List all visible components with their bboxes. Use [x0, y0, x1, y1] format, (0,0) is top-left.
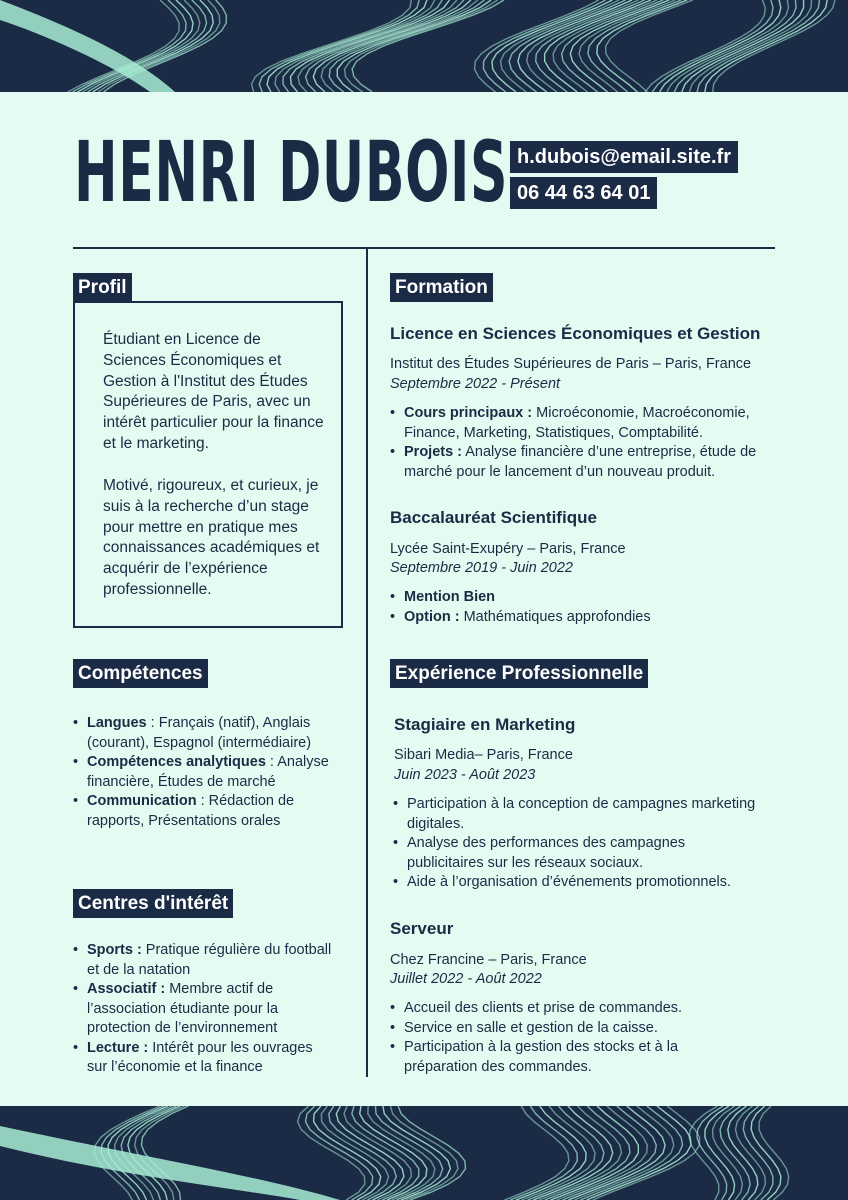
- experience-role: Serveur: [390, 919, 454, 938]
- list-item: • Langues : Français (natif), Anglais (courant), Espagnol (intermédiaire): [73, 714, 343, 753]
- education-dates: Septembre 2019 - Juin 2022: [390, 560, 573, 576]
- list-item: • Compétences analytiques : Analyse financière, Études de marché: [73, 753, 343, 792]
- section-title-interests: Centres d'intérêt: [73, 889, 233, 918]
- experience-dates: Juin 2023 - Août 2023: [394, 767, 536, 783]
- education-degree: Licence en Sciences Économiques et Gestion: [390, 324, 761, 343]
- profile-box: [73, 301, 343, 628]
- education-school: Institut des Études Supérieures de Paris – Paris, France: [390, 356, 752, 372]
- experience-dates: Juillet 2022 - Août 2022: [390, 971, 542, 987]
- list-item: • Lecture : Intérêt pour les ouvrages sur l’économie et la finance: [73, 1039, 333, 1078]
- education-school: Lycée Saint-Exupéry – Paris, France: [390, 541, 626, 557]
- list-item: • Participation à la conception de campagnes marketing digitales.: [393, 795, 763, 834]
- experience-role: Stagiaire en Marketing: [394, 715, 576, 734]
- list-item: • Projets : Analyse financière d’une entreprise, étude de marché pour le lancement d’un nouveau produit.: [390, 443, 775, 482]
- experience-company: Chez Francine – Paris, France: [390, 952, 587, 968]
- education-bullets: [390, 588, 775, 627]
- column-divider: [366, 247, 368, 1077]
- list-item: • Communication : Rédaction de rapports, Présentations orales: [73, 792, 343, 831]
- experience-bullets: [393, 795, 763, 893]
- list-item: • Cours principaux : Microéconomie, Macroéconomie, Finance, Marketing, Statistiques, Comptabilité.: [390, 404, 775, 443]
- list-item: • Mention Bien: [390, 588, 775, 608]
- top-wave-decoration: [0, 0, 848, 92]
- list-item: • Analyse des performances des campagnes publicitaires sur les réseaux sociaux.: [393, 834, 763, 873]
- experience-company: Sibari Media– Paris, France: [394, 747, 573, 763]
- profile-paragraph-2: Motivé, rigoureux, et curieux, je suis à la recherche d’un stage pour mettre en pratique mes connaissances académiques et acquérir de l’expérience professionnelle.: [103, 477, 320, 598]
- list-item: • Option : Mathématiques approfondies: [390, 608, 775, 628]
- bottom-wave-decoration: [0, 1106, 848, 1200]
- candidate-name: HENRI DUBOIS: [74, 123, 509, 221]
- phone-number[interactable]: 06 44 63 64 01: [510, 177, 657, 209]
- list-item: • Sports : Pratique régulière du football et de la natation: [73, 941, 333, 980]
- section-title-profile: Profil: [73, 273, 132, 302]
- section-title-experience: Expérience Professionnelle: [390, 659, 648, 688]
- skills-list: [73, 714, 343, 831]
- education-bullets: [390, 404, 775, 482]
- section-title-skills: Compétences: [73, 659, 208, 688]
- list-item: • Accueil des clients et prise de commandes.: [390, 999, 720, 1019]
- list-item: • Participation à la gestion des stocks et à la préparation des commandes.: [390, 1038, 720, 1077]
- header-divider: [73, 247, 775, 249]
- profile-paragraph-1: Étudiant en Licence de Sciences Économiques et Gestion à l'Institut des Études Supérieures de Paris, avec un intérêt particulier pour la finance et le marketing.: [103, 331, 324, 452]
- email-address[interactable]: h.dubois@email.site.fr: [510, 141, 738, 173]
- education-dates: Septembre 2022 - Présent: [390, 376, 561, 392]
- list-item: • Aide à l’organisation d’événements promotionnels.: [393, 873, 763, 893]
- interests-list: [73, 941, 333, 1078]
- list-item: • Service en salle et gestion de la caisse.: [390, 1019, 720, 1039]
- education-degree: Baccalauréat Scientifique: [390, 508, 597, 527]
- experience-bullets: [390, 999, 720, 1077]
- list-item: • Associatif : Membre actif de l’association étudiante pour la protection de l’environnement: [73, 980, 333, 1039]
- section-title-education: Formation: [390, 273, 493, 302]
